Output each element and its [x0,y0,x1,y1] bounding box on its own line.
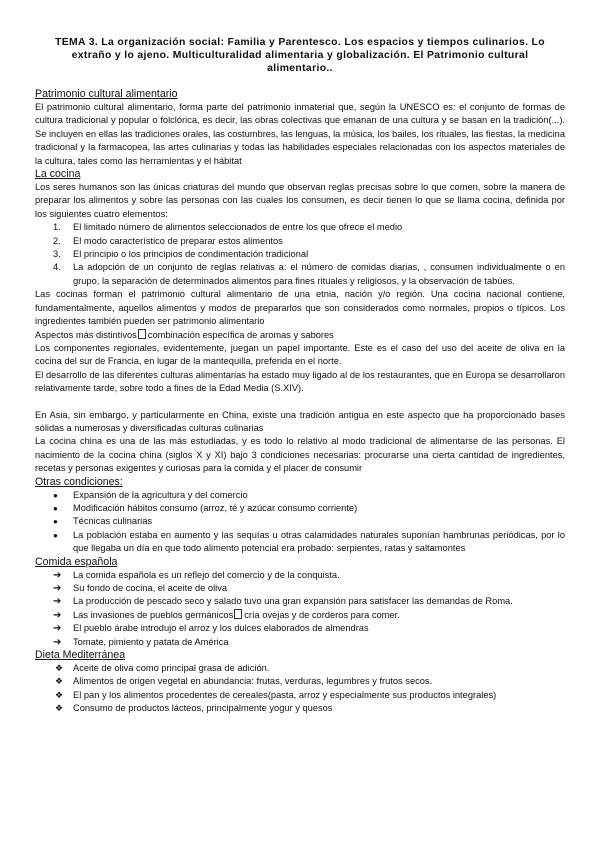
list-number: 1. [53,222,61,233]
list-item-text: Aceite de oliva como principal grasa de adición. [73,663,270,674]
paragraph-patrimonio: El patrimonio cultural alimentario, forma parte del patrimonio inmaterial que, según la UNESCO es: el conjunto de formas de cultura tradicional y popular o folclórica, es decir, las obras colectivas que emanan de una cultura y se basan en la tradición(...). Se incluyen en ellas las tradiciones orales, las costumbres, las lenguas, la música, los bailes, los rituales, las fiestas, la medicina tradicional y la farmacopea, las artes culinarias y todas las habilidades especiales relacionadas con los aspectos materiales de la cultura, tales como las herramientas y el hábitat [35,102,565,166]
list-item-text: La producción de pescado seco y salado tuvo una gran expansión para satisfacer las demandas de Roma. [73,596,513,607]
paragraph-aspectos [35,329,565,342]
list-item-text: Consumo de productos lácteos, principalmente yogur y quesos [73,703,333,714]
arrow-right-icon: ➔ [53,596,62,608]
list-item [35,702,565,715]
list-item [35,662,565,675]
aspectos-suffix: combinación específica de aromas y sabores [147,329,334,340]
paragraph-cocina-intro: Los seres humanos son las únicas criaturas del mundo que observan reglas precisas sobre lo que comen, sobre la manera de preparar los alimentos y sobre las personas con las cuales los consumen, es decir tienen lo que se llama cocina, definida por los siguientes cuatro elementos: [35,182,565,219]
list-item-text: El modo característico de preparar estos alimentos [73,235,283,246]
arrow-right-icon: ➔ [53,609,62,621]
paragraph-restaurantes: El desarrollo de las diferentes culturas alimentarias ha estado muy ligado al de los restaurantes, que en Europa se desarrollaron relativamente tarde, sobre todo a fines de la Edad Media (S.XIV). [35,369,565,394]
list-number: 4. [53,262,61,273]
list-item [35,502,565,515]
list-item-text: Expansión de la agricultura y del comercio [73,489,248,500]
list-item [35,595,565,608]
list-item-text: El pan y los alimentos procedentes de cereales(pasta, arroz y especialmente sus productos integrales) [73,689,497,700]
list-item-text: Alimentos de origen vegetal en abundancia: frutas, verduras, legumbres y frutos secos. [73,676,433,687]
list-item [35,515,565,528]
list-item [35,675,565,688]
list-item [35,248,565,261]
list-item-text: Su fondo de cocina, el aceite de oliva [73,583,228,593]
bullet-dot-icon: ● [53,490,58,500]
list-item-text-prefix: Las invasiones de pueblos germánicos [73,609,234,620]
arrow-right-icon: ➔ [53,569,62,581]
list-item-text: Modificación hábitos consumo (arroz, té y azúcar consumo corriente) [73,502,358,513]
list-item-text: La comida española es un reflejo del comercio y de la conquista. [73,569,340,580]
list-number: 2. [53,235,61,246]
arrow-right-icon: ➔ [53,623,62,635]
document-page [35,36,565,716]
list-item-text: Tomate, pimiento y patata de América [73,636,229,647]
list-item [35,622,565,635]
list-item [35,609,565,622]
list-item [35,582,565,595]
list-item [35,489,565,502]
diamond-bullet-icon: ❖ [55,689,64,700]
list-item [35,569,565,582]
bullet-dot-icon: ● [53,517,58,527]
list-item [35,529,565,556]
paragraph-china: La cocina china es una de las más estudiadas, y es todo lo relativo al modo tradicional de alimentarse de las personas. El nacimiento de la cocina china (siglos X y XI) bajo 3 condiciones necesarias: procurarse una cierta cantidad de ingredientes, recetas y personas exigentes y curiosas para la comida y el placer de consumir [35,436,565,474]
otras-condiciones-list [35,489,565,556]
list-item [35,261,565,288]
paragraph-regionales: Los componentes regionales, evidentemente, juegan un papel importante. Este es el caso del uso del aceite de oliva en la cocina del sur de Francia, en lugar de la mantequilla, preferida en el norte. [35,342,565,367]
diamond-bullet-icon: ❖ [55,703,64,714]
list-item [35,235,565,248]
list-item-text: Técnicas culinarias [73,516,153,527]
arrow-right-icon: ➔ [53,636,62,648]
bullet-dot-icon: ● [53,530,58,540]
diamond-bullet-icon: ❖ [55,663,64,674]
list-item-text: La población estaba en aumento y las sequías u otras calamidades naturales suponían hambrunas periódicas, por lo que llegaba un día en que todo alimento potencial era probado: serpientes, ratas y saltamontes [73,529,565,554]
cocina-elements-list [35,221,565,288]
list-item-text: La adopción de un conjunto de reglas relativas a: el número de comidas diarias, , consumen individualmente o en grupo, la separación de determinados alimentos para fines rituales y religiosos, y la observación de tabúes. [73,262,565,286]
heading-comida-espanola: Comida española [35,555,118,568]
aspectos-prefix: Aspectos más distintivos [35,329,137,340]
list-item [35,221,565,234]
list-number: 3. [53,249,61,260]
document-title: TEMA 3. La organización social: Familia y Parentesco. Los espacios y tiempos culinarios. Lo extraño y lo ajeno. Multiculturalidad alimentaria y globalización. El Patrimonio cultural alimentario.. [55,37,545,74]
heading-dieta-mediterranea: Dieta Mediterránea [35,649,126,662]
list-item-text: El principio o los principios de condimentación tradicional [73,249,309,260]
diamond-bullet-icon: ❖ [55,676,64,687]
list-item [35,689,565,702]
heading-cocina: La cocina [35,168,81,181]
list-item [35,636,565,649]
missing-glyph-icon [234,609,242,619]
blank-line [35,396,565,409]
paragraph-cocina-nacional: Las cocinas forman el patrimonio cultural alimentario de una etnia, nación y/o región. Una cocina nacional contiene, fundamentalmente, aquellos alimentos y modos de prepararlos que son considerados como normales, propios o típicos. Los ingredientes también pueden ser patrimonio alimentario [35,289,565,327]
list-item-text-suffix: cría ovejas y de corderos para comer. [244,609,400,620]
heading-otras-condiciones: Otras condiciones: [35,475,123,488]
list-item-text: El limitado número de alimentos seleccionados de entre los que ofrece el medio [73,222,403,233]
list-item-text: El pueblo árabe introdujo el arroz y los dulces elaborados de almendras [73,623,369,634]
comida-espanola-list [35,569,565,649]
bullet-dot-icon: ● [53,503,58,513]
missing-glyph-icon [138,329,146,339]
dieta-mediterranea-list [35,662,565,716]
paragraph-asia: En Asia, sin embargo, y particularmente en China, existe una tradición antigua en este aspecto que ha proporcionado bases sólidas a numerosas y diversificadas culturas culinarias [35,409,565,433]
heading-patrimonio: Patrimonio cultural alimentario [35,88,178,100]
arrow-right-icon: ➔ [53,583,62,594]
